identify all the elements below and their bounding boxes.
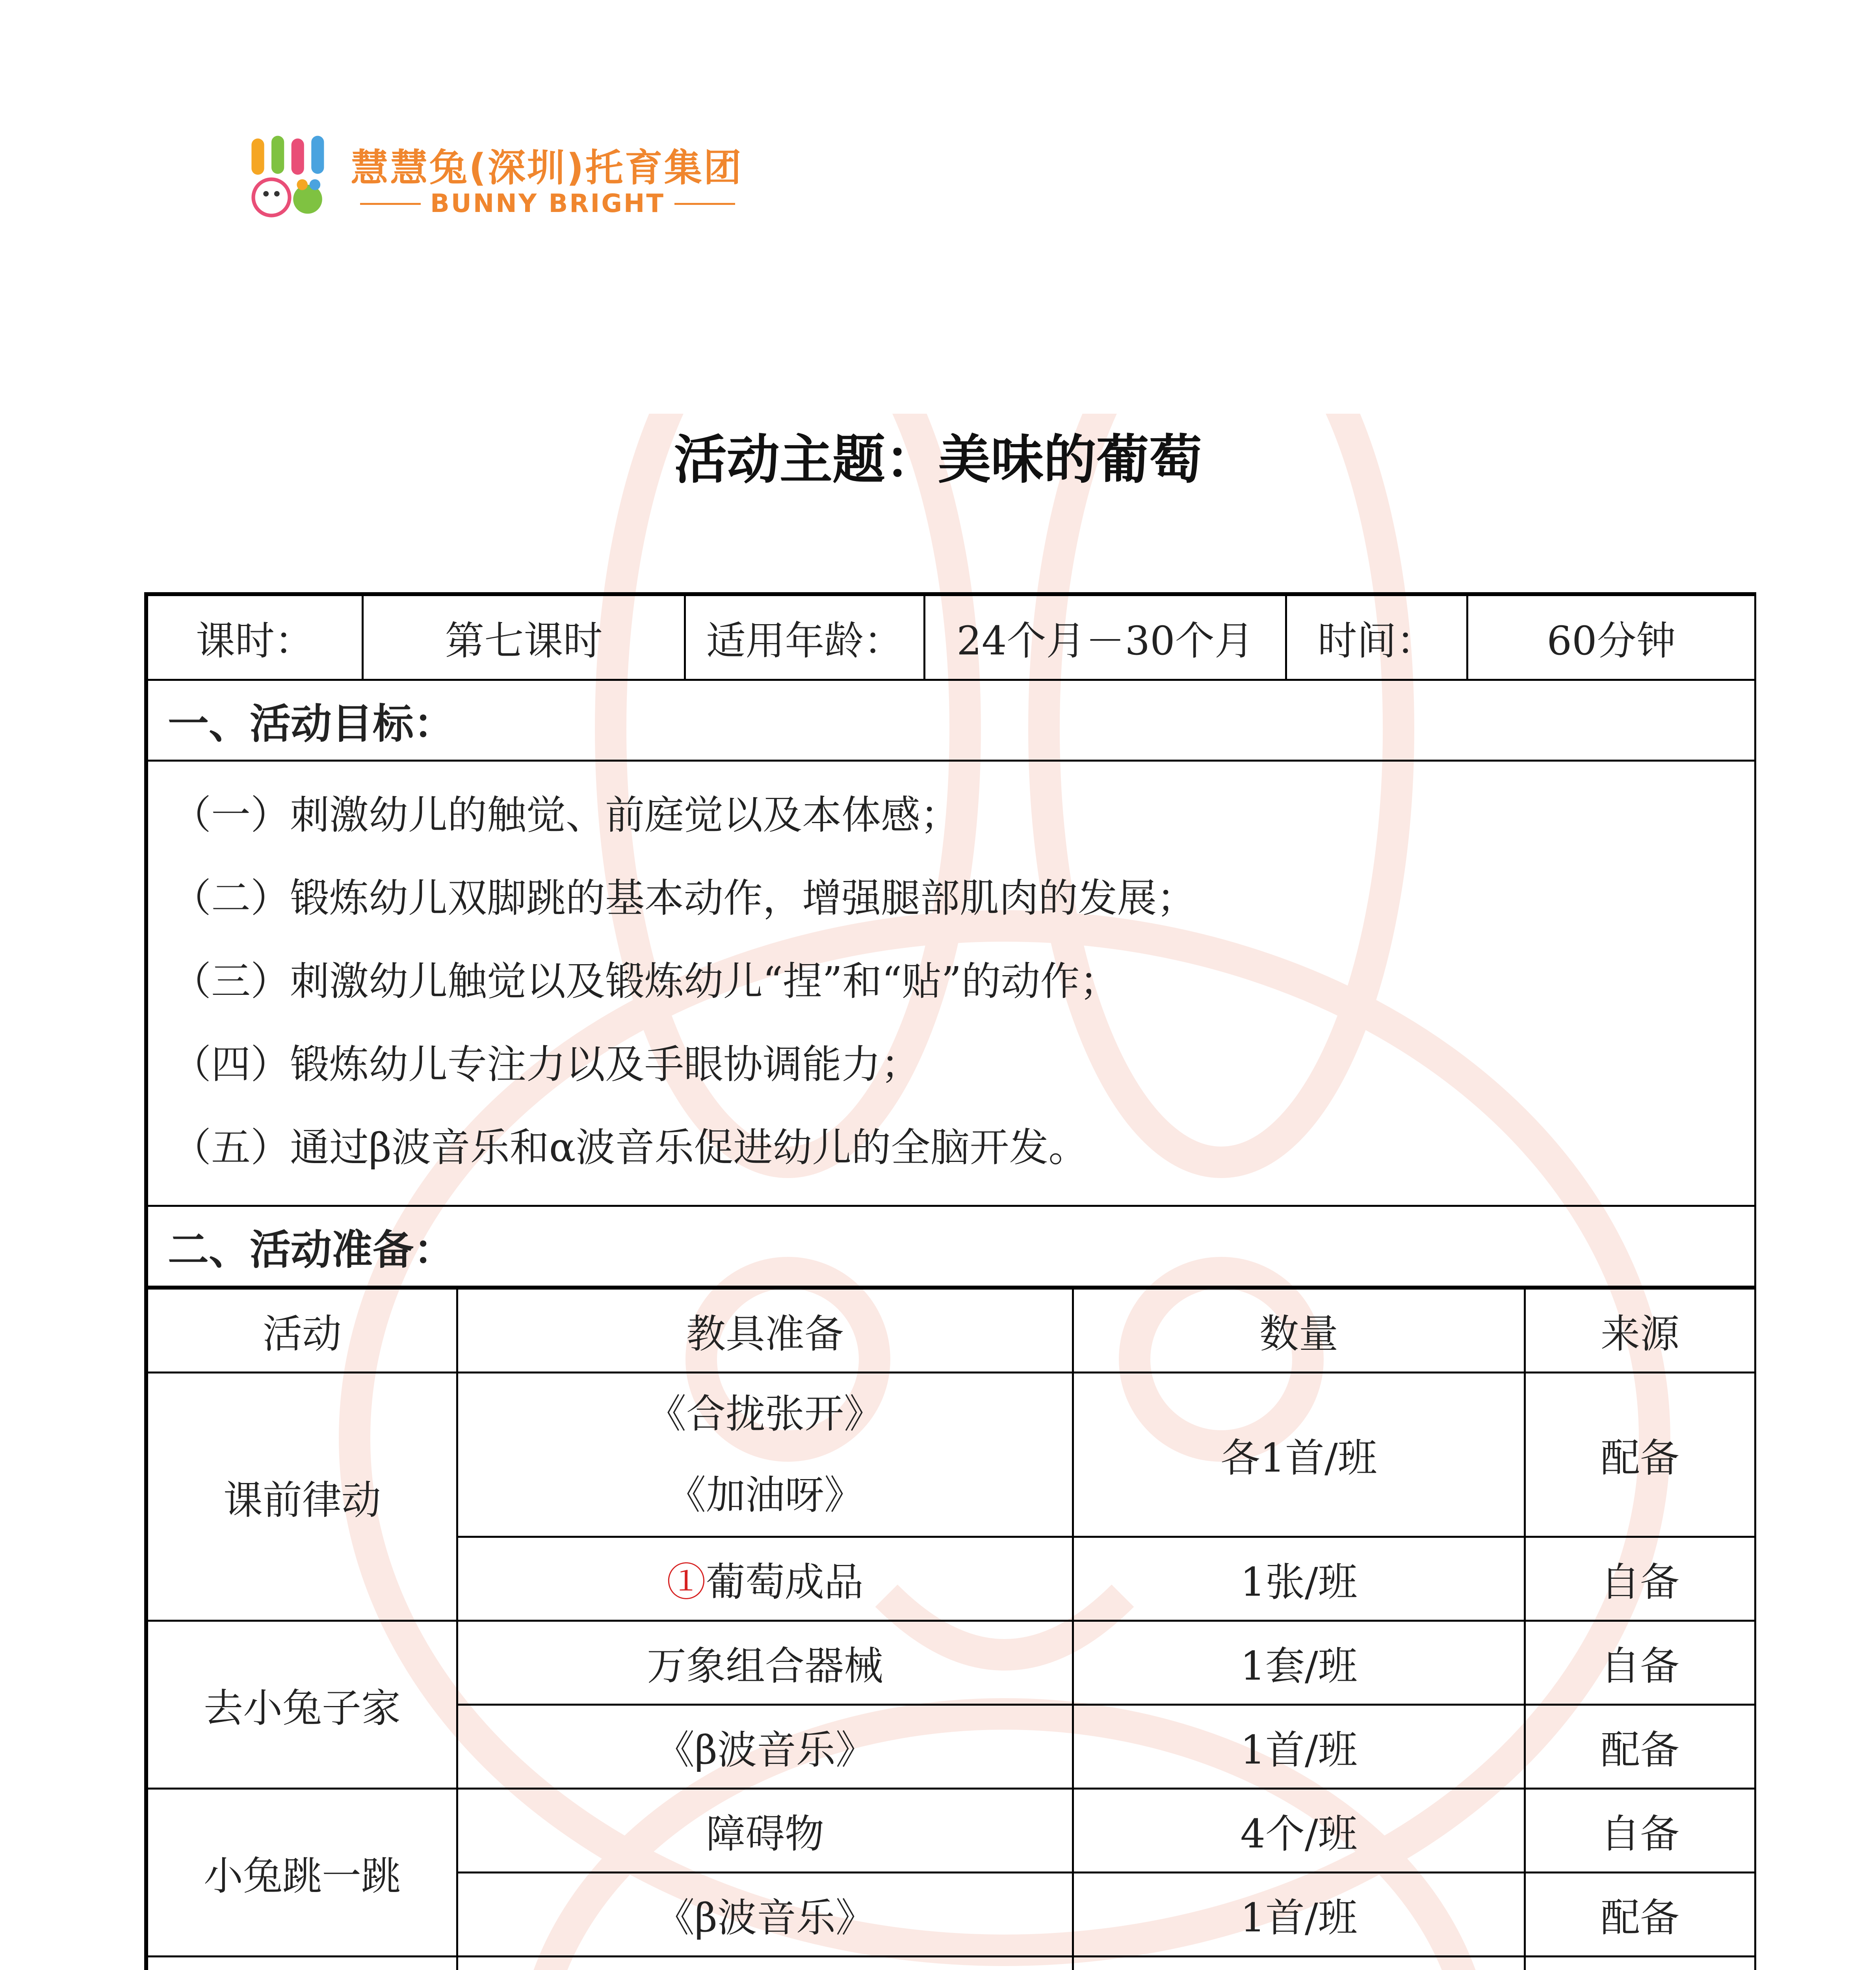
prep-header-row (147, 1289, 1755, 1373)
table-row (147, 1621, 1755, 1705)
tool-cell: 《β波音乐》 (457, 1705, 1073, 1789)
quantity-cell: 1首/班 (1073, 1705, 1525, 1789)
source-cell: 自备 (1525, 1621, 1755, 1705)
table-row (147, 1373, 1755, 1537)
tool-line: 《合拢张开》 (647, 1391, 883, 1437)
tool-cell (457, 1373, 1073, 1537)
bunny-logo-icon (244, 134, 335, 225)
goals-heading: 一、活动目标： (147, 680, 1755, 761)
page-title: 活动主题：美味的葡萄 (674, 429, 1202, 491)
col-header-source: 来源 (1525, 1289, 1755, 1373)
source-cell (1525, 1957, 1755, 1970)
prep-heading: 二、活动准备： (147, 1206, 1755, 1287)
company-name-cn: 慧慧兔(深圳)托育集团 (351, 146, 743, 190)
company-name-en (351, 189, 745, 218)
tool-cell: 《β波音乐》 (457, 1873, 1073, 1957)
age-label: 适用年龄： (685, 595, 925, 680)
prep-table (146, 1288, 1756, 1970)
table-row (147, 1957, 1755, 1970)
tool-name: 葡萄成品 (706, 1559, 864, 1605)
age-value: 24个月－30个月 (925, 595, 1286, 680)
period-value: 第七课时 (363, 595, 685, 680)
marker-1: ① (667, 1559, 706, 1605)
goal-item: （二）锻炼幼儿双脚跳的基本动作，增强腿部肌肉的发展； (172, 875, 1196, 921)
goal-item: （三）刺激幼儿触觉以及锻炼幼儿“捏”和“贴”的动作； (172, 958, 1119, 1004)
col-header-tools: 教具准备 (457, 1289, 1073, 1373)
time-label: 时间： (1286, 595, 1467, 680)
col-header-activity: 活动 (147, 1289, 457, 1373)
activity-cell: 小兔跳一跳 (147, 1789, 457, 1957)
divider (674, 203, 735, 205)
tool-cell (457, 1957, 1073, 1970)
tool-cell (457, 1537, 1073, 1621)
goal-item: （一）刺激幼儿的触觉、前庭觉以及本体感； (172, 792, 960, 838)
quantity-cell: 1首/班 (1073, 1873, 1525, 1957)
activity-cell (147, 1957, 457, 1970)
info-row (147, 595, 1755, 680)
source-cell: 配备 (1525, 1705, 1755, 1789)
goals-list (147, 761, 1755, 1206)
lesson-plan-table (144, 592, 1756, 1970)
company-name-en-text: BUNNY BRIGHT (430, 189, 665, 218)
table-row (147, 1789, 1755, 1873)
goal-item: （四）锻炼幼儿专注力以及手眼协调能力； (172, 1041, 920, 1087)
activity-cell: 去小兔子家 (147, 1621, 457, 1789)
col-header-quantity: 数量 (1073, 1289, 1525, 1373)
source-cell: 自备 (1525, 1537, 1755, 1621)
divider (360, 203, 421, 205)
activity-cell: 课前律动 (147, 1373, 457, 1621)
quantity-cell: 4个/班 (1073, 1789, 1525, 1873)
company-logo (244, 130, 756, 232)
source-cell: 自备 (1525, 1789, 1755, 1873)
quantity-cell: 各1首/班 (1073, 1373, 1525, 1537)
time-value: 60分钟 (1467, 595, 1755, 680)
tool-line: 《加油呀》 (667, 1472, 864, 1518)
tool-cell: 万象组合器械 (457, 1621, 1073, 1705)
goal-item: （五）通过β波音乐和α波音乐促进幼儿的全脑开发。 (172, 1124, 1088, 1171)
quantity-cell: 1套/班 (1073, 1621, 1525, 1705)
period-label: 课时： (147, 595, 363, 680)
quantity-cell: 1张/班 (1073, 1537, 1525, 1621)
source-cell: 配备 (1525, 1873, 1755, 1957)
quantity-cell (1073, 1957, 1525, 1970)
source-cell: 配备 (1525, 1373, 1755, 1537)
tool-cell: 障碍物 (457, 1789, 1073, 1873)
